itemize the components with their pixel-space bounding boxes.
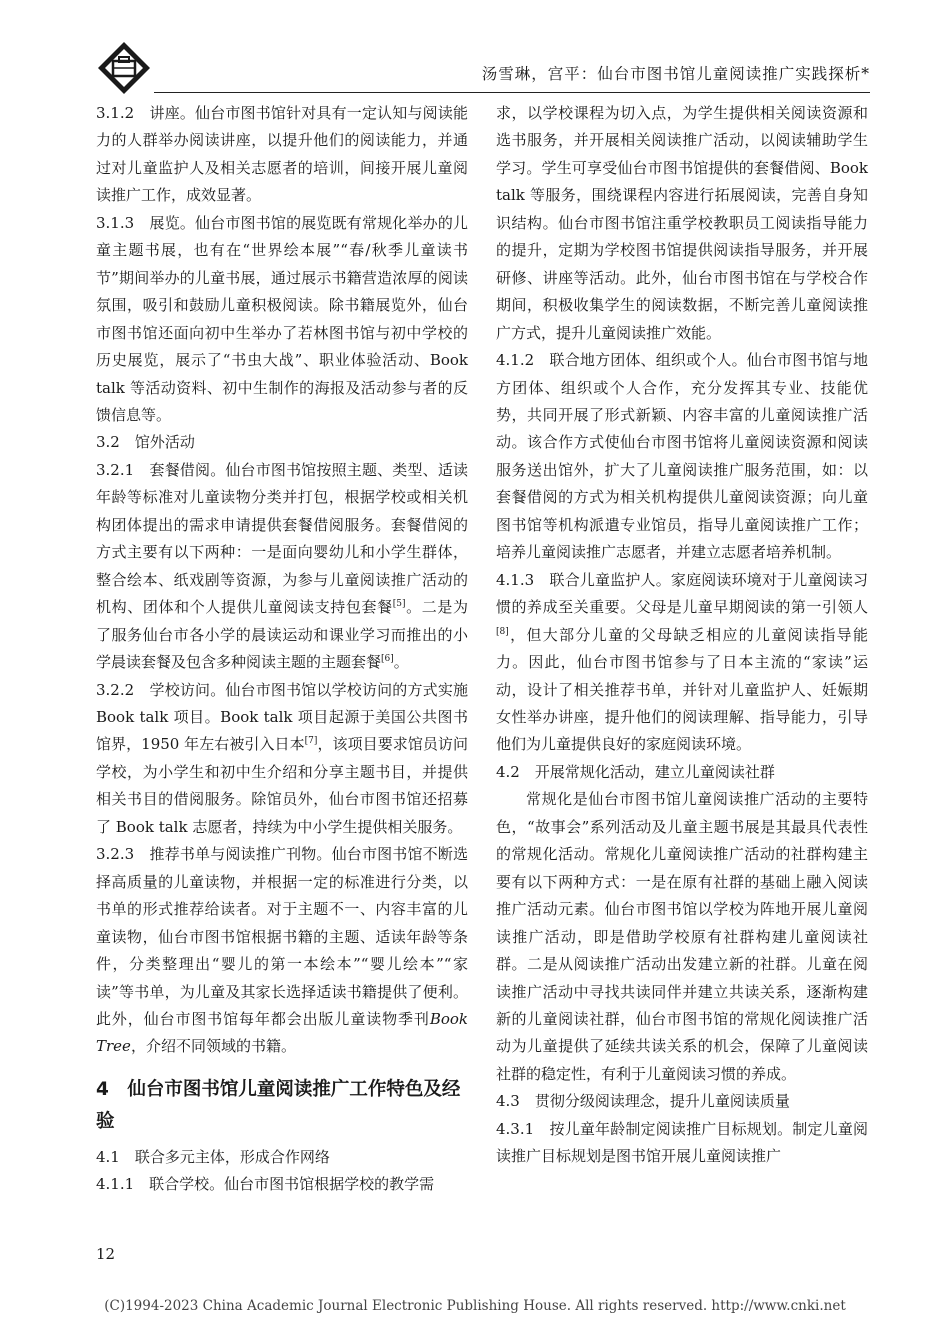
page-number: 12 bbox=[96, 1245, 116, 1263]
paragraph-3-1-2: 3.1.2 讲座。仙台市图书馆针对具有一定认知与阅读能力的人群举办阅读讲座，以提升他们的阅读能力，并通过对儿童监护人及相关志愿者的培训，间接开展儿童阅读推广工作，成效显著。 bbox=[96, 104, 468, 205]
text-run: ，该项目要求馆员访问学校，为小学生和初中生介绍和分享主题书目，并提供相关书目的借阅服务。除馆员外，仙台市图书馆还招募了 Book talk 志愿者，持续为中小学生提供相关服务。 bbox=[96, 735, 468, 836]
text-run: 3.2.1 套餐借阅。仙台市图书馆按照主题、类型、适读年龄等标准对儿童读物分类并打包，根据学校或相关机构团体提出的需求申请提供套餐借阅服务。套餐借阅的方式主要有以下两种：一是面向婴幼儿和小学生群体，整合绘本、纸戏剧等资源，为参与儿童阅读推广活动的机构、团体和个人提供儿童阅读支持包套餐 bbox=[96, 460, 468, 617]
page-header bbox=[96, 40, 870, 96]
subheading-4-2: 4.2 开展常规化活动，建立儿童阅读社群 bbox=[496, 762, 775, 781]
paragraph-4-1-2: 4.1.2 联合地方团体、组织或个人。仙台市图书馆与地方团体、组织或个人合作，充分发挥其专业、技能优势，共同开展了形式新颖、内容丰富的儿童阅读推广活动。该合作方式使仙台市图书馆将儿童阅读资源和阅读服务送出馆外，扩大了儿童阅读推广服务范围，如：以套餐借阅的方式为相关机构提供儿童阅读资源；向儿童图书馆等机构派遣专业馆员，指导儿童阅读推广工作；培养儿童阅读推广志愿者，并建立志愿者培养机制。 bbox=[496, 351, 868, 562]
citation-7: [7] bbox=[304, 736, 318, 747]
header-rule bbox=[154, 92, 870, 93]
footer-copyright: (C)1994-2023 China Academic Journal Electronic Publishing House. All rights reserved. http://www.cnki.net bbox=[104, 1298, 846, 1314]
text-run: 。 bbox=[393, 653, 409, 672]
journal-title: Book Tree bbox=[96, 1009, 468, 1056]
text-run: 3.2.2 学校访问。仙台市图书馆以学校访问的方式实施 Book talk 项目。Book talk 项目起源于美国公共图书馆界，1950 年左右被引入日本 bbox=[96, 680, 468, 754]
paragraph-4-2: 常规化是仙台市图书馆儿童阅读推广活动的主要特色，“故事会”系列活动及儿童主题书展是其最具代表性的常规化活动。常规化儿童阅读推广活动的社群构建主要有以下两种方式：一是在原有社群的基础上融入阅读推广活动元素。仙台市图书馆以学校为阵地开展儿童阅读推广活动，即是借助学校原有社群构建儿童阅读社群。二是从阅读推广活动出发建立新的社群。儿童在阅读推广活动中寻找共读同伴并建立共读关系，逐渐构建新的儿童阅读社群，仙台市图书馆的常规化阅读推广活动为儿童提供了延续共读关系的机会，保障了儿童阅读社群的稳定性，有利于儿童阅读习惯的养成。 bbox=[496, 790, 868, 1083]
text-run: ，介绍不同领域的书籍。 bbox=[130, 1037, 296, 1056]
paragraph-3-2-2 bbox=[96, 677, 468, 842]
paragraph-4-1-1: 4.1.1 联合学校。仙台市图书馆根据学校的教学需 bbox=[96, 1175, 435, 1194]
journal-logo-icon bbox=[96, 40, 152, 96]
subheading-3-2: 3.2 馆外活动 bbox=[96, 433, 195, 452]
running-head: 汤雪琳，宫平：仙台市图书馆儿童阅读推广实践探析* bbox=[481, 65, 870, 83]
citation-6: [6] bbox=[381, 654, 394, 665]
text-run: ，但大部分儿童的父母缺乏相应的儿童阅读指导能力。因此，仙台市图书馆参与了日本主流的“家读”运动，设计了相关推荐书单，并针对儿童监护人、妊娠期女性举办讲座，提升他们的阅读理解、指导能力，引导他们为儿童提供良好的家庭阅读环境。 bbox=[496, 625, 868, 754]
right-column bbox=[496, 100, 868, 1171]
citation-8: [8] bbox=[496, 626, 509, 637]
citation-5: [5] bbox=[392, 599, 406, 610]
paragraph-4-1-3 bbox=[496, 567, 868, 759]
text-run: 。二是为了服务仙台市各小学的晨读运动和课业学习而推出的小学晨读套餐及包含多种阅读主题的主题套餐 bbox=[96, 598, 468, 672]
text-run: 4.1.3 联合儿童监护人。家庭阅读环境对于儿童阅读习惯的养成至关重要。父母是儿童早期阅读的第一引领人 bbox=[496, 570, 868, 617]
paragraph-3-1-3: 3.1.3 展览。仙台市图书馆的展览既有常规化举办的儿童主题书展，也有在“世界绘本展”“春/秋季儿童读书节”期间举办的儿童书展，通过展示书籍营造浓厚的阅读氛围，吸引和鼓励儿童积极阅读。除书籍展览外，仙台市图书馆还面向初中生举办了若林图书馆与初中学校的历史展览，展示了“书虫大战”、职业体验活动、Book talk 等活动资料、初中生制作的海报及活动参与者的反馈信息等。 bbox=[96, 213, 468, 424]
subheading-4-3: 4.3 贯彻分级阅读理念，提升儿童阅读质量 bbox=[496, 1092, 790, 1111]
subheading-4-1: 4.1 联合多元主体，形成合作网络 bbox=[96, 1147, 330, 1166]
paragraph-3-2-3 bbox=[96, 841, 468, 1061]
paragraph-3-2-1 bbox=[96, 457, 468, 677]
paragraph-4-1-1-cont: 求，以学校课程为切入点，为学生提供相关阅读资源和选书服务，并开展相关阅读推广活动，以阅读辅助学生学习。学生可享受仙台市图书馆提供的套餐借阅、Book talk 等服务，围绕课程内容进行拓展阅读，完善自身知识结构。仙台市图书馆注重学校教职员工阅读指导能力的提升，定期为学校图书馆提供阅读指导服务，并开展研修、讲座等活动。此外，仙台市图书馆在与学校合作期间，积极收集学生的阅读数据，不断完善儿童阅读推广方式，提升儿童阅读推广效能。 bbox=[496, 104, 868, 342]
text-run: 3.2.3 推荐书单与阅读推广刊物。仙台市图书馆不断选择高质量的儿童读物，并根据一定的标准进行分类，以书单的形式推荐给读者。对于主题不一、内容丰富的儿童读物，仙台市图书馆根据书籍的主题、适读年龄等条件，分类整理出“婴儿的第一本绘本”“婴儿绘本”“家读”等书单，为儿童及其家长选择适读书籍提供了便利。此外，仙台市图书馆每年都会出版儿童读物季刊 bbox=[96, 845, 468, 1028]
left-column bbox=[96, 100, 468, 1199]
paragraph-4-3-1: 4.3.1 按儿童年龄制定阅读推广目标规划。制定儿童阅读推广目标规划是图书馆开展儿童阅读推广 bbox=[496, 1119, 868, 1166]
section-heading-4: 4 仙台市图书馆儿童阅读推广工作特色及经验 bbox=[96, 1078, 461, 1132]
